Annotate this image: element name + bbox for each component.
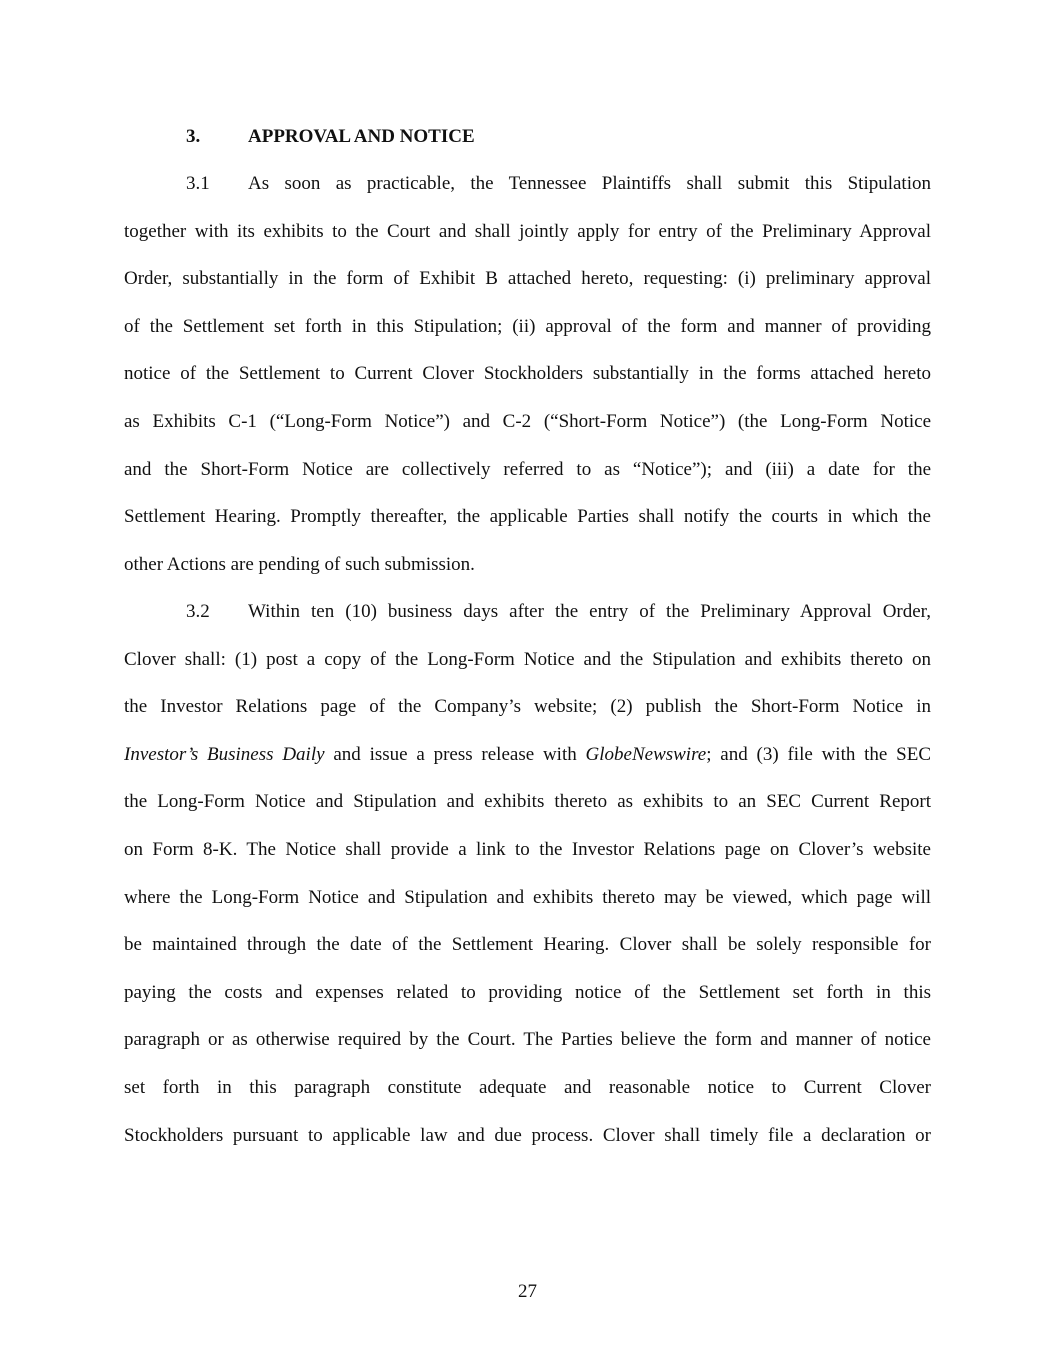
paragraph-line: be maintained through the date of the Settlement Hearing. Clover shall be solely responsible for — [124, 934, 931, 956]
paragraph-number: 3.1 — [186, 173, 210, 194]
paragraph-line: notice of the Settlement to Current Clover Stockholders substantially in the forms attached hereto — [124, 363, 931, 385]
paragraph-line: Investor’s Business Daily and issue a press release with GlobeNewswire; and (3) file with the SEC — [124, 743, 931, 765]
paragraph-line: Clover shall: (1) post a copy of the Long-Form Notice and the Stipulation and exhibits thereto on — [124, 648, 931, 670]
paragraph-line: where the Long-Form Notice and Stipulation and exhibits thereto may be viewed, which page will — [124, 886, 931, 908]
paragraph-line: on Form 8-K. The Notice shall provide a link to the Investor Relations page on Clover’s website — [124, 838, 931, 860]
paragraph-3-2 — [124, 588, 931, 1159]
paragraph-line: other Actions are pending of such submission. — [124, 553, 475, 575]
paragraph-3-1 — [124, 160, 931, 588]
paragraph-line: paragraph or as otherwise required by the Court. The Parties believe the form and manner of notice — [124, 1029, 931, 1051]
paragraph-line: paying the costs and expenses related to providing notice of the Settlement set forth in this — [124, 981, 931, 1003]
newswire-name: GlobeNewswire — [585, 743, 707, 765]
paragraph-line: together with its exhibits to the Court and shall jointly apply for entry of the Preliminary Approval — [124, 220, 931, 242]
paragraph-line: the Long-Form Notice and Stipulation and exhibits thereto as exhibits to an SEC Current Report — [124, 791, 931, 813]
paragraph-number: 3.2 — [186, 601, 210, 622]
paragraph-line: Settlement Hearing. Promptly thereafter, the applicable Parties shall notify the courts in which the — [124, 506, 931, 528]
publication-name: Investor’s Business Daily — [124, 743, 325, 765]
section-title: APPROVAL AND NOTICE — [248, 126, 475, 147]
paragraph-line: 3.2 Within ten (10) business days after the entry of the Preliminary Approval Order, — [124, 588, 931, 636]
paragraph-line: of the Settlement set forth in this Stipulation; (ii) approval of the form and manner of providing — [124, 315, 931, 337]
paragraph-line: Stockholders pursuant to applicable law and due process. Clover shall timely file a declaration or — [124, 1124, 931, 1146]
paragraph-line: Order, substantially in the form of Exhibit B attached hereto, requesting: (i) preliminary approval — [124, 268, 931, 290]
paragraph-line: as Exhibits C-1 (“Long-Form Notice”) and C-2 (“Short-Form Notice”) (the Long-Form Notice — [124, 410, 931, 432]
paragraph-line: set forth in this paragraph constitute adequate and reasonable notice to Current Clover — [124, 1076, 931, 1098]
paragraph-line: and the Short-Form Notice are collectively referred to as “Notice”); and (iii) a date for the — [124, 458, 931, 480]
section-heading — [186, 124, 475, 150]
paragraph-line: the Investor Relations page of the Company’s website; (2) publish the Short-Form Notice in — [124, 696, 931, 718]
page-number: 27 — [518, 1281, 537, 1302]
paragraph-line: 3.1 As soon as practicable, the Tennessee Plaintiffs shall submit this Stipulation — [124, 160, 931, 208]
section-number: 3. — [186, 126, 201, 147]
